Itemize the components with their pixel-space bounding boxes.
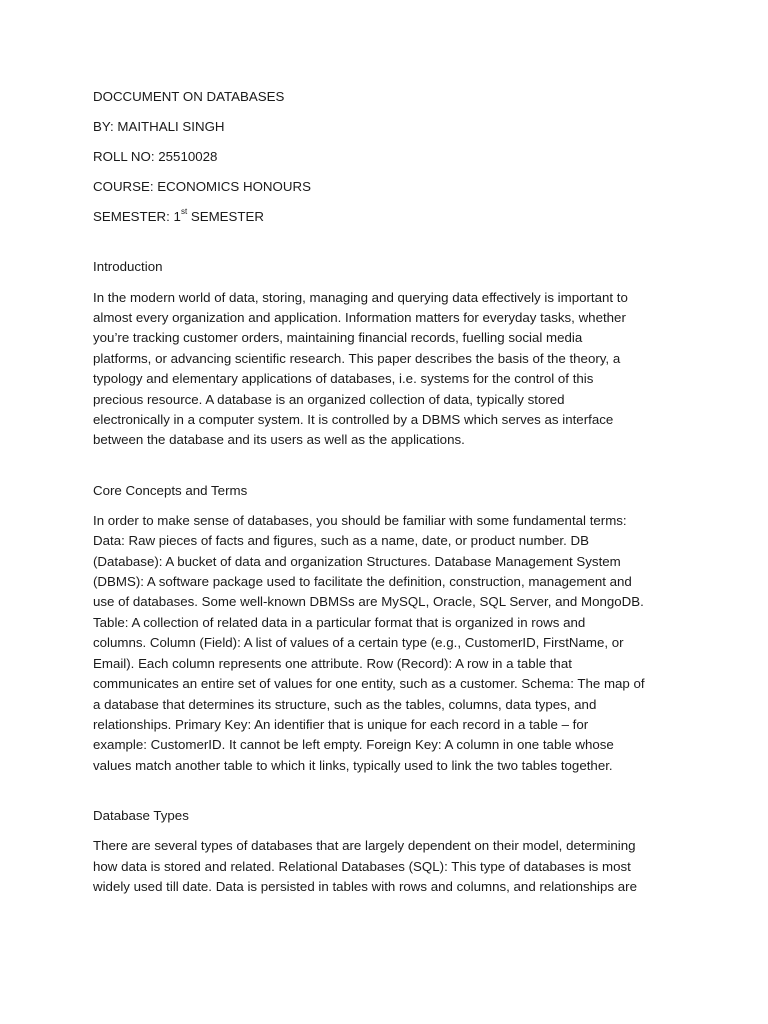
core-concepts-paragraph: In order to make sense of databases, you should be familiar with some fundamental terms: Data: Raw pieces of facts and figures, such as a name, date, or product number. DB (Database): A bucket of data and organization Structures. Database Management System (DBMS): A software package used to facilitate the definition, construction, management and use of databases. Some well-known DBMSs are MySQL, Oracle, SQL Server, and MongoDB. Table: A collection of related data in a particular format that is organized in rows and columns. Column (Field): A list of values of a certain type (e.g., CustomerID, FirstName, or Email). Each column represents one attribute. Row (Record): A row in a table that communicates an entire set of values for one entity, such as a customer. Schema: The map of a database that determines its structure, such as the tables, columns, data types, and relationships. Primary Key: An identifier that is unique for each record in a table – for example: CustomerID. It cannot be left empty. Foreign Key: A column in one table whose values match another table to which it links, typically used to link the two tables together. — [93, 512, 645, 773]
semester-line — [93, 207, 678, 227]
author-line: BY: MAITHALI SINGH — [93, 119, 225, 134]
database-types-paragraph: There are several types of databases that are largely dependent on their model, determining how data is stored and related. Relational Databases (SQL): This type of databases is most widely used till date. Data is persisted in tables with rows and columns, and relationships are — [93, 838, 637, 895]
document-content — [93, 87, 678, 927]
introduction-paragraph: In the modern world of data, storing, managing and querying data effectively is important to almost every organization and application. Information matters for everyday tasks, whether you’re tracking customer orders, maintaining financial records, fuelling social media platforms, or advancing scientific research. This paper describes the basis of the theory, a typology and elementary applications of databases, i.e. systems for the control of this precious resource. A database is an organized collection of data, typically stored electronically in a computer system. It is controlled by a DBMS which serves as interface between the database and its users as well as the applications. — [93, 289, 628, 448]
roll-number-line: ROLL NO: 25510028 — [93, 149, 218, 164]
core-concepts-heading: Core Concepts and Terms — [93, 482, 248, 498]
course-line: COURSE: ECONOMICS HONOURS — [93, 179, 311, 194]
document-title: DOCCUMENT ON DATABASES — [93, 89, 285, 104]
introduction-heading: Introduction — [93, 259, 163, 275]
semester-suffix: SEMESTER — [187, 209, 265, 224]
semester-prefix: SEMESTER: 1 — [93, 209, 181, 224]
database-types-heading: Database Types — [93, 808, 189, 824]
semester-superscript: st — [180, 206, 188, 216]
